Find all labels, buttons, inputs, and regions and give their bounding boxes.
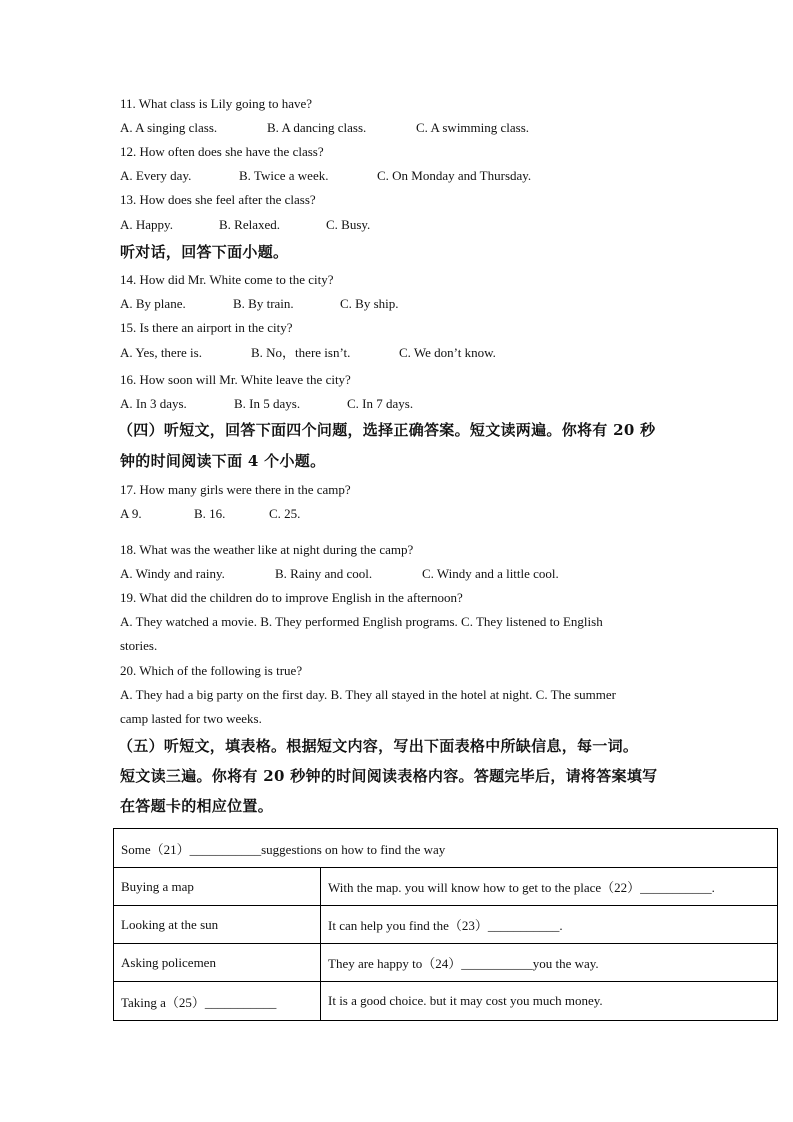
q18-option-c: C. Windy and a little cool. bbox=[422, 566, 559, 581]
section5-instruction-line3: 在答题卡的相应位置。 bbox=[120, 797, 274, 815]
q11-question: 11. What class is Lily going to have? bbox=[120, 96, 313, 111]
q15-option-a: A. Yes, there is. bbox=[120, 345, 202, 360]
table-cell-detail: With the map. you will know how to get to the place（22）___________. bbox=[321, 868, 778, 906]
q17-option-a: A 9. bbox=[120, 506, 142, 521]
dialog-heading: 听对话，回答下面小题。 bbox=[120, 243, 289, 261]
q19-options-line1: A. They watched a movie. B. They performed English programs. C. They listened to English bbox=[120, 614, 603, 629]
q14-option-a: A. By plane. bbox=[120, 296, 186, 311]
q11-option-a: A. A singing class. bbox=[120, 120, 218, 135]
q17-question: 17. How many girls were there in the camp? bbox=[120, 482, 351, 497]
table-cell-detail: They are happy to（24）___________you the way. bbox=[321, 944, 778, 982]
q17-option-b: B. 16. bbox=[194, 506, 226, 521]
table-row bbox=[114, 944, 778, 982]
q14-question: 14. How did Mr. White come to the city? bbox=[120, 272, 334, 287]
section5-instruction-line2: 短文读三遍。你将有 20 秒钟的时间阅读表格内容。答题完毕后，请将答案填写 bbox=[120, 767, 658, 785]
q18-question: 18. What was the weather like at night during the camp? bbox=[120, 542, 414, 557]
q12-option-c: C. On Monday and Thursday. bbox=[377, 168, 532, 183]
q12-question: 12. How often does she have the class? bbox=[120, 144, 324, 159]
section5-instruction-line1: （五）听短文，填表格。根据短文内容，写出下面表格中所缺信息，每一词。 bbox=[118, 737, 639, 755]
table-cell-detail: It is a good choice. but it may cost you much money. bbox=[321, 982, 778, 1021]
q20-question: 20. Which of the following is true? bbox=[120, 663, 303, 678]
q13-question: 13. How does she feel after the class? bbox=[120, 192, 316, 207]
q11-option-b: B. A dancing class. bbox=[267, 120, 367, 135]
q19-options-line2: stories. bbox=[120, 638, 158, 653]
table-header-cell: Some（21）___________suggestions on how to find the way bbox=[114, 829, 778, 868]
table-header-row bbox=[114, 829, 778, 868]
q11-option-c: C. A swimming class. bbox=[416, 120, 530, 135]
q16-option-b: B. In 5 days. bbox=[234, 396, 301, 411]
q14-option-b: B. By train. bbox=[233, 296, 294, 311]
q16-option-c: C. In 7 days. bbox=[347, 396, 414, 411]
q12-option-b: B. Twice a week. bbox=[239, 168, 329, 183]
table-row bbox=[114, 868, 778, 906]
q18-option-b: B. Rainy and cool. bbox=[275, 566, 373, 581]
table-row bbox=[114, 906, 778, 944]
table-cell-method: Taking a（25）___________ bbox=[114, 982, 321, 1021]
table-cell-method: Buying a map bbox=[114, 868, 321, 906]
table-cell-detail: It can help you find the（23）___________. bbox=[321, 906, 778, 944]
q20-options-line2: camp lasted for two weeks. bbox=[120, 711, 262, 726]
table-row bbox=[114, 982, 778, 1021]
q16-option-a: A. In 3 days. bbox=[120, 396, 187, 411]
section4-instruction-line2: 钟的时间阅读下面 4 个小题。 bbox=[120, 452, 326, 470]
q14-option-c: C. By ship. bbox=[340, 296, 399, 311]
table-cell-method: Asking policemen bbox=[114, 944, 321, 982]
q13-option-b: B. Relaxed. bbox=[219, 217, 281, 232]
q17-option-c: C. 25. bbox=[269, 506, 301, 521]
q15-question: 15. Is there an airport in the city? bbox=[120, 320, 293, 335]
q15-option-b: B. No，there isn’t. bbox=[251, 345, 351, 360]
q16-question: 16. How soon will Mr. White leave the city? bbox=[120, 372, 351, 387]
q12-option-a: A. Every day. bbox=[120, 168, 192, 183]
q13-option-a: A. Happy. bbox=[120, 217, 173, 232]
q15-option-c: C. We don’t know. bbox=[399, 345, 496, 360]
q13-option-c: C. Busy. bbox=[326, 217, 371, 232]
table-cell-method: Looking at the sun bbox=[114, 906, 321, 944]
q19-question: 19. What did the children do to improve English in the afternoon? bbox=[120, 590, 463, 605]
section4-instruction-line1: （四）听短文，回答下面四个问题，选择正确答案。短文读两遍。你将有 20 秒 bbox=[118, 421, 656, 439]
fill-in-table bbox=[113, 828, 778, 1021]
q20-options-line1: A. They had a big party on the first day. B. They all stayed in the hotel at night. C. The summer bbox=[120, 687, 616, 702]
q18-option-a: A. Windy and rainy. bbox=[120, 566, 225, 581]
